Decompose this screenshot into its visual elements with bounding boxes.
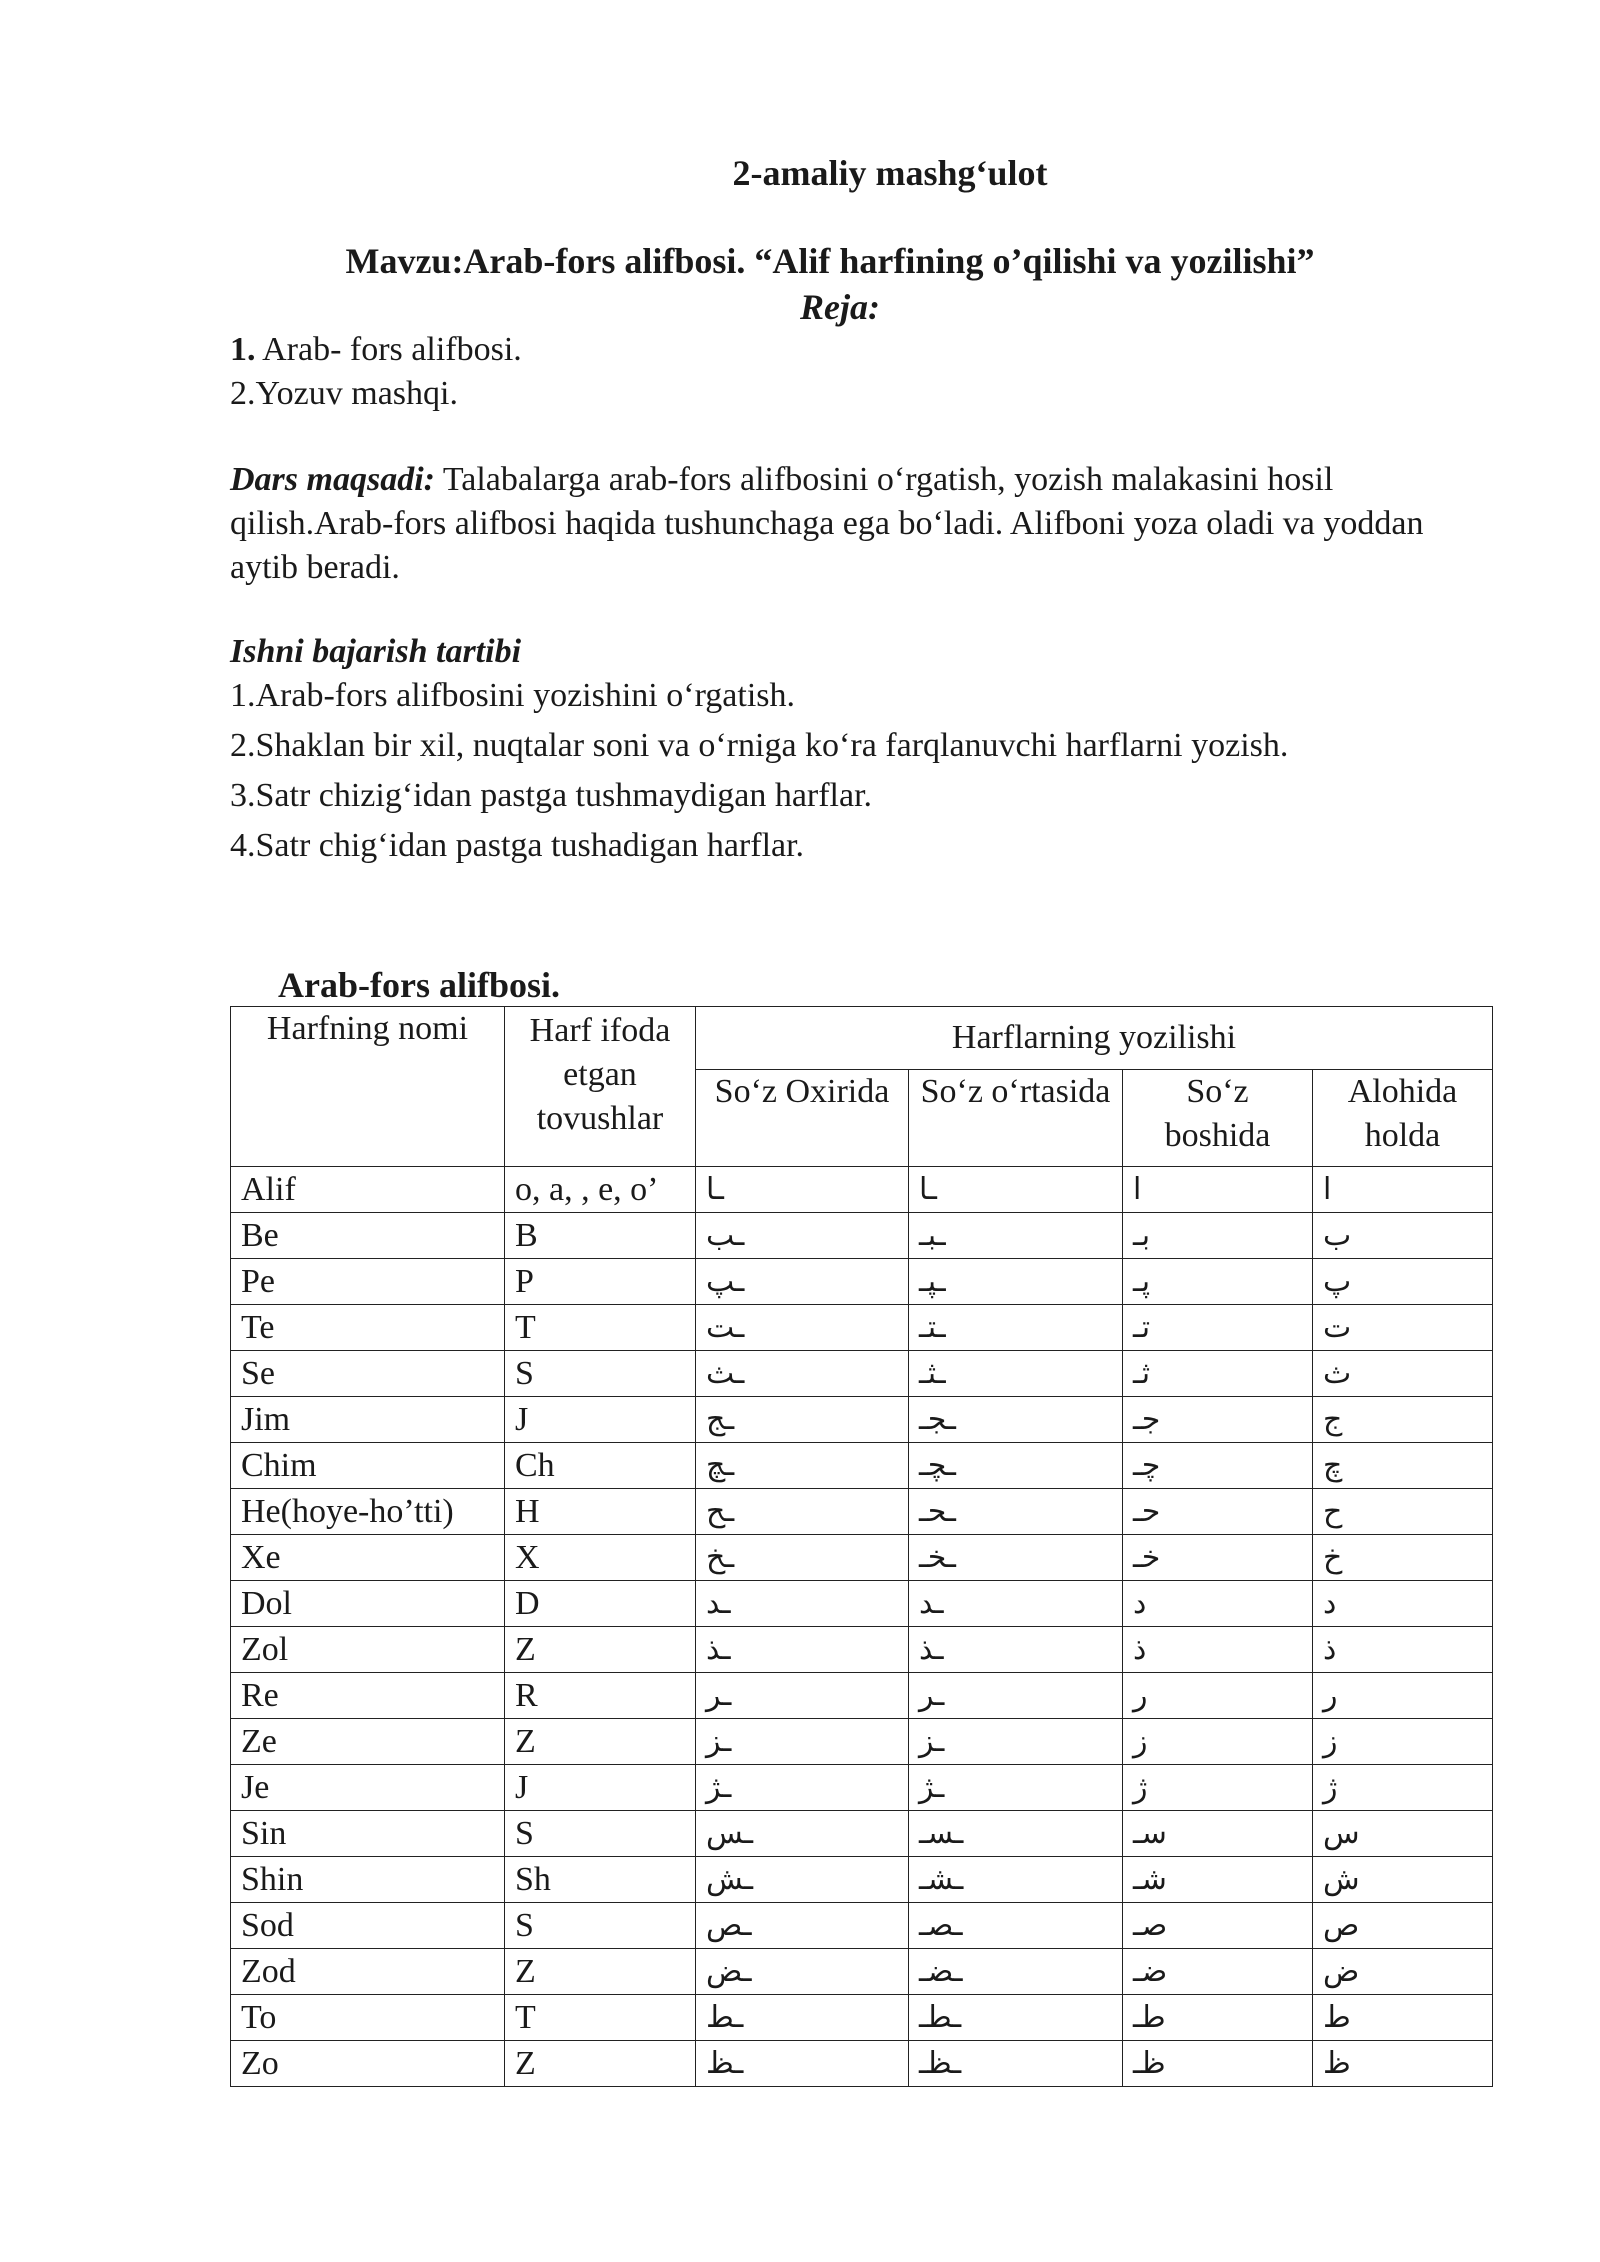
letter-sound-cell: Sh [505, 1857, 696, 1903]
plan-label: Reja: [800, 287, 880, 327]
form-initial-cell: د [1123, 1581, 1313, 1627]
letter-name-cell: He(hoye-ho’tti) [231, 1489, 505, 1535]
table-row [231, 1535, 1493, 1581]
letter-name-cell: Chim [231, 1443, 505, 1489]
form-isolated-cell: چ [1313, 1443, 1493, 1489]
header-form-isolated: Alohida holda [1313, 1070, 1493, 1167]
form-initial-cell: ژ [1123, 1765, 1313, 1811]
form-isolated-cell: ح [1313, 1489, 1493, 1535]
letter-sound-cell: B [505, 1213, 696, 1259]
form-final-cell: ـر [696, 1673, 909, 1719]
form-final-cell: ـش [696, 1857, 909, 1903]
form-initial-cell: طـ [1123, 1995, 1313, 2041]
form-final-cell: ـث [696, 1351, 909, 1397]
letter-name-cell: Xe [231, 1535, 505, 1581]
form-medial-cell: ـد [909, 1581, 1123, 1627]
table-row [231, 1949, 1493, 1995]
form-medial-cell: ـز [909, 1719, 1123, 1765]
letter-name-cell: Sin [231, 1811, 505, 1857]
letter-name-cell: Zol [231, 1627, 505, 1673]
form-initial-cell: سـ [1123, 1811, 1313, 1857]
form-medial-cell: ـجـ [909, 1397, 1123, 1443]
lesson-goal [230, 458, 1480, 590]
form-medial-cell: ـر [909, 1673, 1123, 1719]
form-initial-cell: شـ [1123, 1857, 1313, 1903]
table-row [231, 1443, 1493, 1489]
form-initial-cell: ز [1123, 1719, 1313, 1765]
form-initial-cell: صـ [1123, 1903, 1313, 1949]
form-final-cell: ـد [696, 1581, 909, 1627]
form-medial-cell: ـحـ [909, 1489, 1123, 1535]
form-medial-cell: ـتـ [909, 1305, 1123, 1351]
letter-sound-cell: Z [505, 1719, 696, 1765]
lesson-goal-label: Dars maqsadi: [230, 461, 435, 498]
form-final-cell: ـظ [696, 2041, 909, 2087]
form-initial-cell: ر [1123, 1673, 1313, 1719]
form-initial-cell: ثـ [1123, 1351, 1313, 1397]
form-medial-cell: ـصـ [909, 1903, 1123, 1949]
letter-name-cell: Zo [231, 2041, 505, 2087]
form-initial-cell: ذ [1123, 1627, 1313, 1673]
letter-name-cell: Shin [231, 1857, 505, 1903]
table-row [231, 1167, 1493, 1213]
form-isolated-cell: ب [1313, 1213, 1493, 1259]
letter-sound-cell: Z [505, 1627, 696, 1673]
letter-name-cell: Be [231, 1213, 505, 1259]
table-row [231, 1213, 1493, 1259]
topic-heading: Mavzu:Arab-fors alifbosi. “Alif harfining o’qilishi va yozilishi” [345, 241, 1315, 281]
letter-sound-cell: S [505, 1351, 696, 1397]
form-final-cell: ـپ [696, 1259, 909, 1305]
form-isolated-cell: ت [1313, 1305, 1493, 1351]
form-medial-cell: ـا [909, 1167, 1123, 1213]
letter-sound-cell: Ch [505, 1443, 696, 1489]
form-medial-cell: ـخـ [909, 1535, 1123, 1581]
letter-sound-cell: X [505, 1535, 696, 1581]
form-initial-cell: حـ [1123, 1489, 1313, 1535]
form-medial-cell: ـثـ [909, 1351, 1123, 1397]
table-row [231, 1489, 1493, 1535]
table-row [231, 1259, 1493, 1305]
letter-name-cell: To [231, 1995, 505, 2041]
form-isolated-cell: پ [1313, 1259, 1493, 1305]
table-row [231, 1719, 1493, 1765]
form-final-cell: ـا [696, 1167, 909, 1213]
form-final-cell: ـح [696, 1489, 909, 1535]
procedure-step: 2.Shaklan bir xil, nuqtalar soni va o‘rniga ko‘ra farqlanuvchi harflarni yozish. [230, 727, 1289, 764]
form-final-cell: ـض [696, 1949, 909, 1995]
header-form-final: So‘z Oxirida [696, 1070, 909, 1167]
letter-sound-cell: Z [505, 1949, 696, 1995]
form-medial-cell: ـپـ [909, 1259, 1123, 1305]
form-medial-cell: ـژ [909, 1765, 1123, 1811]
form-final-cell: ـب [696, 1213, 909, 1259]
form-medial-cell: ـبـ [909, 1213, 1123, 1259]
table-row [231, 2041, 1493, 2087]
table-row [231, 1581, 1493, 1627]
form-isolated-cell: ج [1313, 1397, 1493, 1443]
form-final-cell: ـص [696, 1903, 909, 1949]
table-row [231, 1903, 1493, 1949]
form-final-cell: ـژ [696, 1765, 909, 1811]
header-sounds: Harf ifoda etgan tovushlar [505, 1007, 696, 1167]
letter-sound-cell: Z [505, 2041, 696, 2087]
form-final-cell: ـط [696, 1995, 909, 2041]
form-final-cell: ـذ [696, 1627, 909, 1673]
table-row [231, 1673, 1493, 1719]
form-initial-cell: تـ [1123, 1305, 1313, 1351]
table-row [231, 1305, 1493, 1351]
form-isolated-cell: ط [1313, 1995, 1493, 2041]
form-isolated-cell: ض [1313, 1949, 1493, 1995]
form-medial-cell: ـچـ [909, 1443, 1123, 1489]
letter-name-cell: Ze [231, 1719, 505, 1765]
table-row [231, 1995, 1493, 2041]
header-form-medial: So‘z o‘rtasida [909, 1070, 1123, 1167]
table-row [231, 1351, 1493, 1397]
letter-sound-cell: J [505, 1397, 696, 1443]
letter-sound-cell: D [505, 1581, 696, 1627]
letter-name-cell: Sod [231, 1903, 505, 1949]
header-letter-name: Harfning nomi [231, 1007, 505, 1167]
letter-name-cell: Alif [231, 1167, 505, 1213]
form-final-cell: ـج [696, 1397, 909, 1443]
form-initial-cell: خـ [1123, 1535, 1313, 1581]
letter-sound-cell: H [505, 1489, 696, 1535]
form-medial-cell: ـسـ [909, 1811, 1123, 1857]
form-medial-cell: ـطـ [909, 1995, 1123, 2041]
page-title: 2-amaliy mashg‘ulot [732, 153, 1048, 193]
form-medial-cell: ـضـ [909, 1949, 1123, 1995]
letter-sound-cell: P [505, 1259, 696, 1305]
procedure-heading: Ishni bajarish tartibi [230, 633, 522, 670]
header-form-initial: So‘z boshida [1123, 1070, 1313, 1167]
table-row [231, 1811, 1493, 1857]
form-isolated-cell: ظ [1313, 2041, 1493, 2087]
form-initial-cell: پـ [1123, 1259, 1313, 1305]
form-final-cell: ـت [696, 1305, 909, 1351]
procedure-step: 4.Satr chig‘idan pastga tushadigan harflar. [230, 827, 805, 864]
form-isolated-cell: ث [1313, 1351, 1493, 1397]
letter-name-cell: Zod [231, 1949, 505, 1995]
form-isolated-cell: د [1313, 1581, 1493, 1627]
header-letter-forms: Harflarning yozilishi [696, 1007, 1493, 1070]
table-caption: Arab-fors alifbosi. [278, 965, 560, 1005]
letter-sound-cell: S [505, 1811, 696, 1857]
form-isolated-cell: خ [1313, 1535, 1493, 1581]
plan-item-1 [230, 328, 522, 372]
form-isolated-cell: ذ [1313, 1627, 1493, 1673]
form-isolated-cell: ز [1313, 1719, 1493, 1765]
form-medial-cell: ـشـ [909, 1857, 1123, 1903]
form-initial-cell: ا [1123, 1167, 1313, 1213]
form-isolated-cell: ر [1313, 1673, 1493, 1719]
table-row [231, 1627, 1493, 1673]
procedure-step: 3.Satr chizig‘idan pastga tushmaydigan harflar. [230, 777, 873, 814]
letter-sound-cell: R [505, 1673, 696, 1719]
lesson-goal-text: Talabalarga arab-fors alifbosini o‘rgatish, yozish malakasini hosil qilish.Arab-fors alifbosi haqida tushunchaga ega bo‘ladi. Alifboni yoza oladi va yoddan aytib beradi. [230, 461, 1424, 586]
form-final-cell: ـز [696, 1719, 909, 1765]
table-row [231, 1397, 1493, 1443]
form-initial-cell: بـ [1123, 1213, 1313, 1259]
form-final-cell: ـس [696, 1811, 909, 1857]
table-row [231, 1765, 1493, 1811]
table-row [231, 1857, 1493, 1903]
form-isolated-cell: ژ [1313, 1765, 1493, 1811]
form-medial-cell: ـذ [909, 1627, 1123, 1673]
form-initial-cell: جـ [1123, 1397, 1313, 1443]
alphabet-table [230, 1006, 1493, 2087]
procedure-step: 1.Arab-fors alifbosini yozishini o‘rgatish. [230, 677, 796, 714]
form-medial-cell: ـظـ [909, 2041, 1123, 2087]
letter-name-cell: Je [231, 1765, 505, 1811]
plan-item-1-number: 1. [230, 331, 256, 368]
letter-name-cell: Pe [231, 1259, 505, 1305]
form-final-cell: ـخ [696, 1535, 909, 1581]
form-initial-cell: ضـ [1123, 1949, 1313, 1995]
plan-item-2: 2.Yozuv mashqi. [230, 375, 458, 412]
letter-sound-cell: T [505, 1995, 696, 2041]
letter-sound-cell: o, a, , e, o’ [505, 1167, 696, 1213]
plan-item-1-text: Arab- fors alifbosi. [255, 331, 522, 368]
alphabet-table-body [231, 1167, 1493, 2087]
letter-sound-cell: S [505, 1903, 696, 1949]
form-initial-cell: ظـ [1123, 2041, 1313, 2087]
letter-name-cell: Re [231, 1673, 505, 1719]
form-initial-cell: چـ [1123, 1443, 1313, 1489]
letter-name-cell: Se [231, 1351, 505, 1397]
letter-name-cell: Te [231, 1305, 505, 1351]
form-isolated-cell: ص [1313, 1903, 1493, 1949]
form-isolated-cell: س [1313, 1811, 1493, 1857]
form-isolated-cell: ش [1313, 1857, 1493, 1903]
letter-sound-cell: T [505, 1305, 696, 1351]
form-final-cell: ـچ [696, 1443, 909, 1489]
letter-name-cell: Jim [231, 1397, 505, 1443]
form-isolated-cell: ا [1313, 1167, 1493, 1213]
letter-sound-cell: J [505, 1765, 696, 1811]
letter-name-cell: Dol [231, 1581, 505, 1627]
